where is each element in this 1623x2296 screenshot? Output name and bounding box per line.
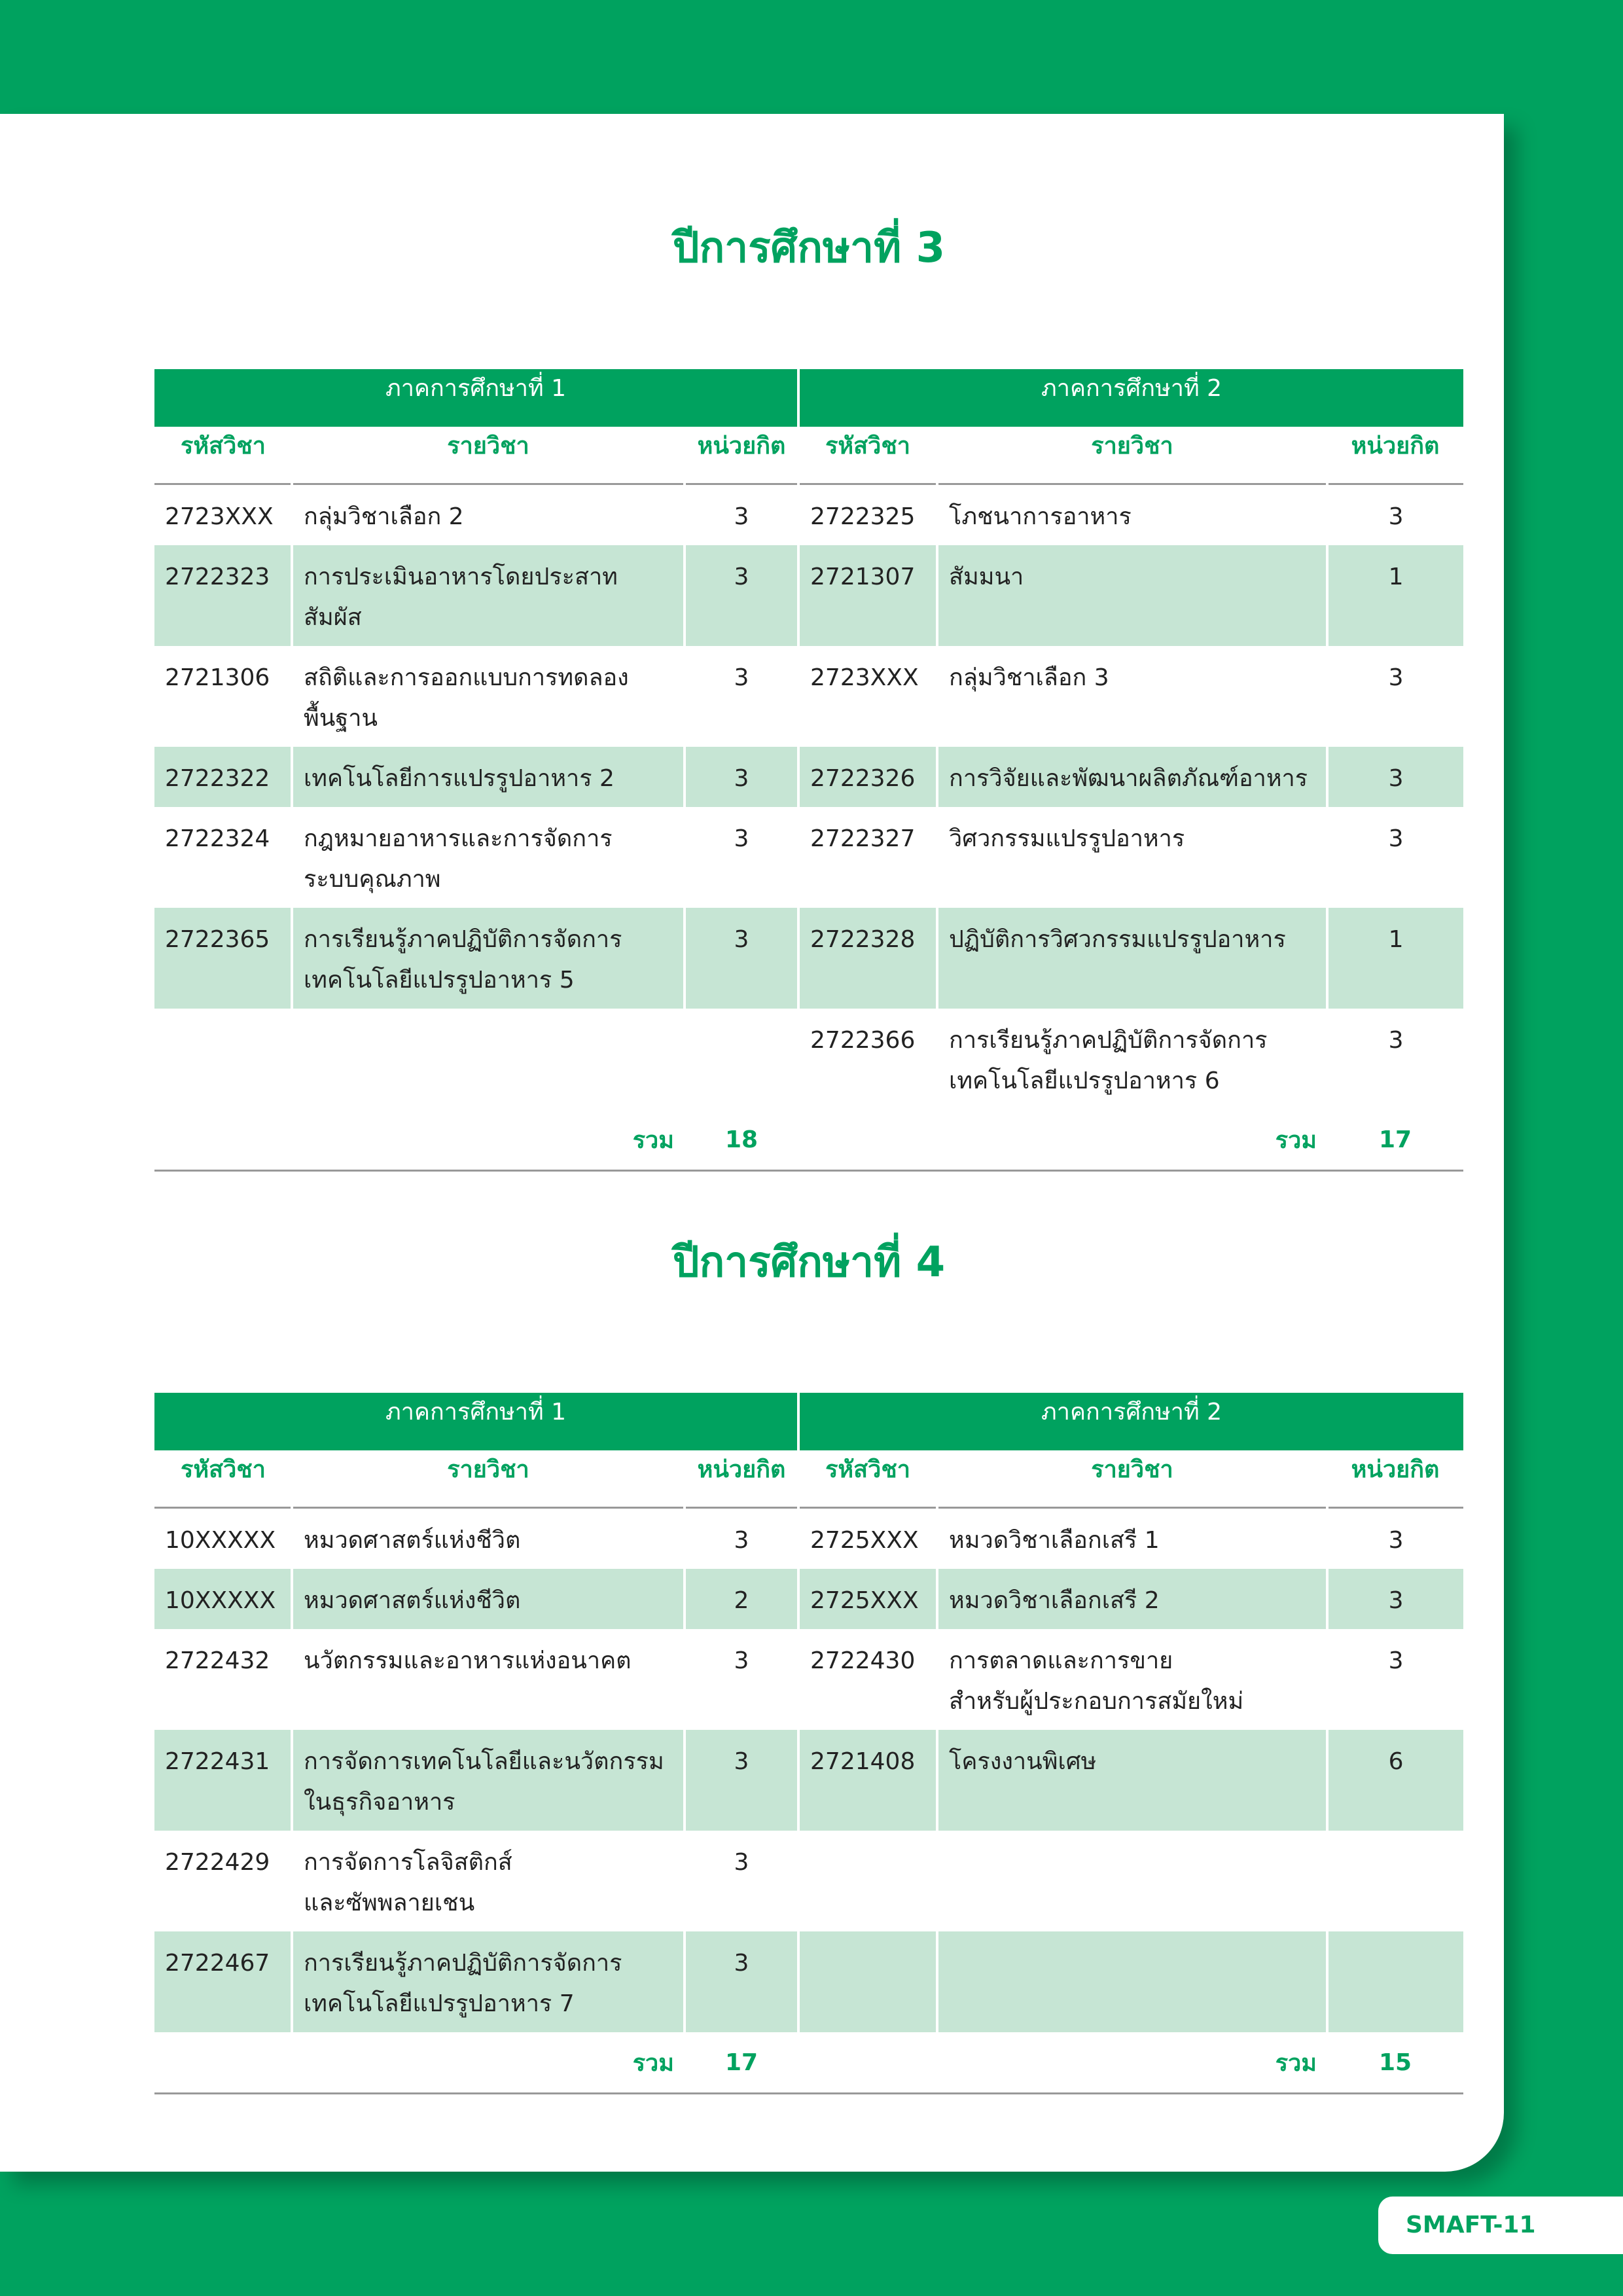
course-name: ปฏิบัติการวิศวกรรมแปรรูปอาหาร [937, 908, 1327, 1009]
course-name: การเรียนรู้ภาคปฏิบัติการจัดการ เทคโนโลยีแปรรูปอาหาร 5 [292, 908, 685, 1009]
course-name: หมวดศาสตร์แห่งชีวิต [292, 1569, 685, 1629]
course-name: การเรียนรู้ภาคปฏิบัติการจัดการ เทคโนโลยีแปรรูปอาหาร 7 [292, 1931, 685, 2032]
total-label: รวม [292, 1109, 685, 1171]
course-code: 2722429 [165, 1849, 270, 1876]
course-code: 2725XXX [798, 1508, 937, 1570]
code-column-header: รหัสวิชา [798, 1450, 937, 1508]
page-number-tab [1378, 2197, 1623, 2254]
course-name: วิศวกรรมแปรรูปอาหาร [937, 807, 1327, 908]
course-credits: 3 [685, 1831, 798, 1931]
course-name: การประเมินอาหารโดยประสาทสัมผัส [292, 545, 685, 646]
total-label: รวม [937, 2032, 1327, 2094]
course-name: เทคโนโลยีการแปรรูปอาหาร 2 [292, 747, 685, 807]
course-code: 2722325 [798, 484, 937, 546]
course-code: 2723XXX [798, 646, 937, 747]
year4-rows [154, 1508, 1463, 2033]
course-credits: 3 [1327, 807, 1463, 908]
course-code: 2722431 [154, 1730, 292, 1831]
course-credits: 1 [1327, 545, 1463, 646]
course-code: 10XXXXX [165, 1527, 276, 1554]
course-name [292, 1009, 685, 1109]
course-code [798, 1931, 937, 2032]
course-code: 2725XXX [798, 1569, 937, 1629]
course-code: 2722327 [798, 807, 937, 908]
course-name: กลุ่มวิชาเลือก 2 [292, 484, 685, 546]
total-label: รวม [937, 1109, 1327, 1171]
course-credits: 1 [1327, 908, 1463, 1009]
course-credits: 3 [1327, 484, 1463, 546]
course-credits [1327, 1931, 1463, 2032]
course-name [937, 1831, 1327, 1931]
total-row [154, 1109, 1463, 1171]
course-code: 2722326 [798, 747, 937, 807]
course-column-header: รายวิชา [292, 1450, 685, 1508]
course-credits: 3 [685, 807, 798, 908]
total-credits-semester-1: 18 [685, 1109, 798, 1171]
course-credits: 3 [685, 484, 798, 546]
course-code: 2722365 [154, 908, 292, 1009]
course-row [154, 1931, 1463, 2032]
course-code: 2722432 [165, 1647, 270, 1674]
credits-column-header: หน่วยกิต [685, 1450, 798, 1508]
page-number: SMAFT-11 [1406, 2212, 1536, 2238]
course-row [154, 646, 1463, 747]
course-code: 2722324 [165, 825, 270, 852]
year4-table [154, 1393, 1463, 2094]
course-credits [1327, 1831, 1463, 1931]
course-name: การจัดการเทคโนโลยีและนวัตกรรม ในธุรกิจอาหาร [292, 1730, 685, 1831]
course-row [154, 747, 1463, 807]
course-credits: 3 [1327, 1009, 1463, 1109]
semester-1-header: ภาคการศึกษาที่ 1 [154, 369, 798, 427]
course-code: 2721408 [798, 1730, 937, 1831]
course-credits: 2 [685, 1569, 798, 1629]
course-column-header: รายวิชา [937, 1450, 1327, 1508]
total-credits-semester-2: 15 [1327, 2032, 1463, 2094]
course-name: หมวดวิชาเลือกเสรี 1 [937, 1508, 1327, 1570]
course-code: 2723XXX [165, 503, 274, 530]
course-name: สถิติและการออกแบบการทดลอง พื้นฐาน [292, 646, 685, 747]
course-name: โครงงานพิเศษ [937, 1730, 1327, 1831]
course-credits: 3 [1327, 1629, 1463, 1730]
course-code: 10XXXXX [154, 1569, 292, 1629]
credits-column-header: หน่วยกิต [685, 427, 798, 484]
code-column-header: รหัสวิชา [154, 1450, 292, 1508]
course-name: หมวดวิชาเลือกเสรี 2 [937, 1569, 1327, 1629]
course-code: 2721306 [165, 664, 270, 691]
course-code [154, 1009, 292, 1109]
course-row [154, 1831, 1463, 1931]
course-name: นวัตกรรมและอาหารแห่งอนาคต [292, 1629, 685, 1730]
course-name: การตลาดและการขาย สำหรับผู้ประกอบการสมัยใหม่ [937, 1629, 1327, 1730]
page-card [0, 114, 1504, 2172]
course-row [154, 1009, 1463, 1109]
course-row [154, 1508, 1463, 1570]
course-column-header: รายวิชา [937, 427, 1327, 484]
semester-2-header: ภาคการศึกษาที่ 2 [798, 1393, 1463, 1450]
year3-rows [154, 484, 1463, 1110]
course-name [937, 1931, 1327, 2032]
course-credits: 3 [1327, 646, 1463, 747]
credits-column-header: หน่วยกิต [1327, 427, 1463, 484]
course-name: กฎหมายอาหารและการจัดการ ระบบคุณภาพ [292, 807, 685, 908]
course-code: 2721307 [798, 545, 937, 646]
credits-column-header: หน่วยกิต [1327, 1450, 1463, 1508]
course-row [154, 908, 1463, 1009]
total-credits-semester-2: 17 [1327, 1109, 1463, 1171]
course-name: การวิจัยและพัฒนาผลิตภัณฑ์อาหาร [937, 747, 1327, 807]
course-code: 2722328 [798, 908, 937, 1009]
course-credits: 3 [1327, 747, 1463, 807]
course-name: หมวดศาสตร์แห่งชีวิต [292, 1508, 685, 1570]
course-credits: 3 [685, 646, 798, 747]
total-credits-semester-1: 17 [685, 2032, 798, 2094]
course-column-header: รายวิชา [292, 427, 685, 484]
course-name: การจัดการโลจิสติกส์ และซัพพลายเชน [292, 1831, 685, 1931]
course-credits: 3 [685, 747, 798, 807]
course-credits: 6 [1327, 1730, 1463, 1831]
code-column-header: รหัสวิชา [798, 427, 937, 484]
course-credits: 3 [1327, 1508, 1463, 1570]
course-credits: 3 [685, 1629, 798, 1730]
semester-2-header: ภาคการศึกษาที่ 2 [798, 369, 1463, 427]
course-row [154, 1730, 1463, 1831]
year3-table [154, 369, 1463, 1172]
course-row [154, 1569, 1463, 1629]
total-label: รวม [292, 2032, 685, 2094]
course-name: สัมมนา [937, 545, 1327, 646]
year4-title: ปีการศึกษาที่ 4 [672, 1238, 946, 1287]
course-code: 2722322 [154, 747, 292, 807]
course-credits: 3 [1327, 1569, 1463, 1629]
course-credits: 3 [685, 1730, 798, 1831]
course-credits [685, 1009, 798, 1109]
course-row [154, 545, 1463, 646]
code-column-header: รหัสวิชา [154, 427, 292, 484]
semester-1-header: ภาคการศึกษาที่ 1 [154, 1393, 798, 1450]
course-credits: 3 [685, 1508, 798, 1570]
course-row [154, 484, 1463, 546]
course-code: 2722430 [798, 1629, 937, 1730]
course-credits: 3 [685, 908, 798, 1009]
course-credits: 3 [685, 545, 798, 646]
course-code [798, 1831, 937, 1931]
course-name: การเรียนรู้ภาคปฏิบัติการจัดการ เทคโนโลยีแปรรูปอาหาร 6 [937, 1009, 1327, 1109]
course-credits: 3 [685, 1931, 798, 2032]
course-code: 2722366 [798, 1009, 937, 1109]
total-row [154, 2032, 1463, 2094]
course-code: 2722467 [154, 1931, 292, 2032]
course-name: โภชนาการอาหาร [937, 484, 1327, 546]
course-row [154, 1629, 1463, 1730]
course-code: 2722323 [154, 545, 292, 646]
course-name: กลุ่มวิชาเลือก 3 [937, 646, 1327, 747]
year3-title: ปีการศึกษาที่ 3 [672, 224, 946, 272]
course-row [154, 807, 1463, 908]
